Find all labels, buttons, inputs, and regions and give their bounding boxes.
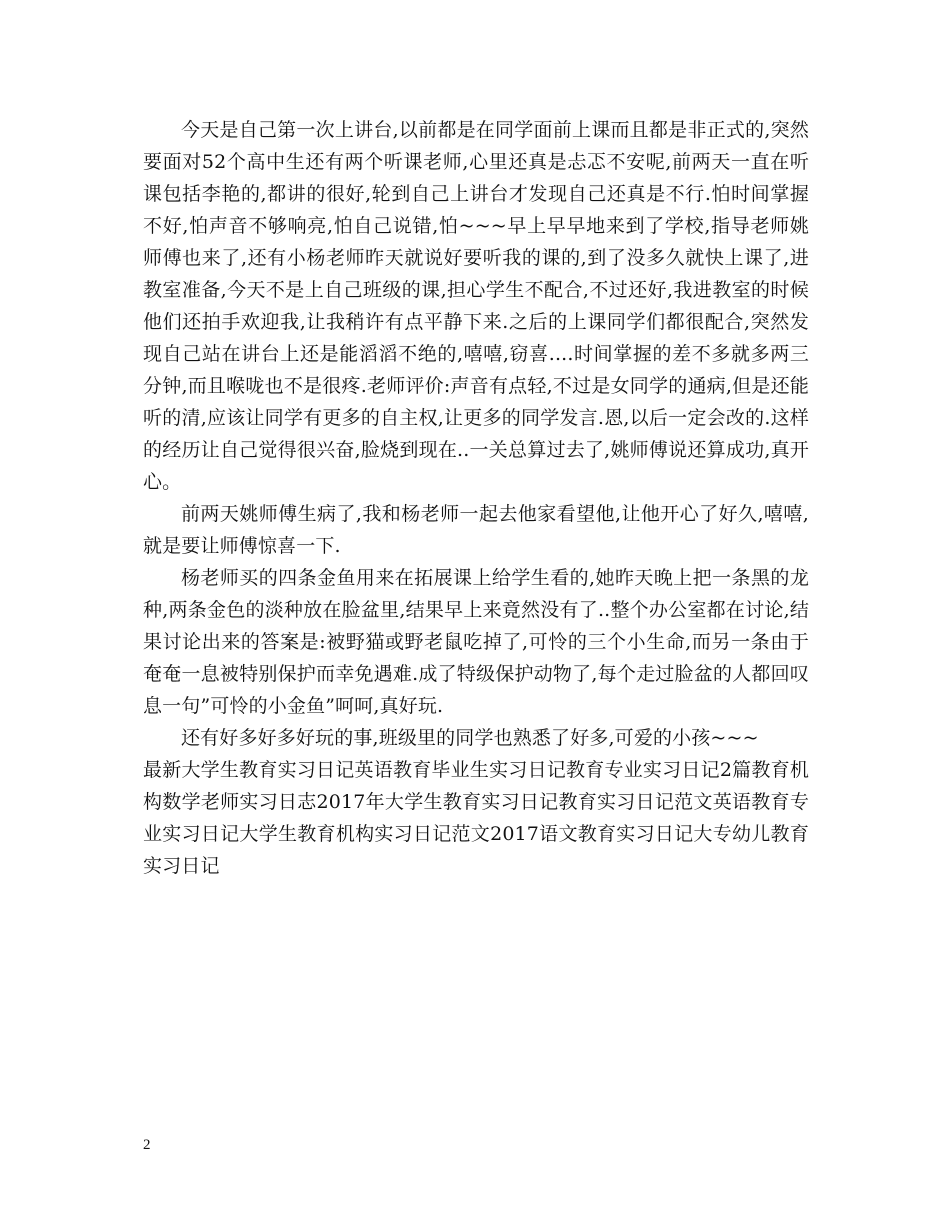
page-number: 2 bbox=[143, 1137, 151, 1153]
paragraph-first-lecture: 今天是自己第一次上讲台,以前都是在同学面前上课而且都是非正式的,突然要面对52个高中生还有两个听课老师,心里还真是忐忑不安呢,前两天一直在听课包括李艳的,都讲的很好,轮到自己上讲台才发现自己还真是不行.怕时间掌握不好,怕声音不够响亮,怕自己说错,怕~~~早上早早地来到了学校,指导老师姚师傅也来了,还有小杨老师昨天就说好要听我的课的,到了没多久就快上课了,进教室准备,今天不是上自己班级的课,担心学生不配合,不过还好,我进教室的时候他们还拍手欢迎我,让我稍许有点平静下来.之后的上课同学们都很配合,突然发现自己站在讲台上还是能滔滔不绝的,嘻嘻,窃喜....时间掌握的差不多就多两三分钟,而且喉咙也不是很疼.老师评价:声音有点轻,不过是女同学的通病,但是还能听的清,应该让同学有更多的自主权,让更多的同学发言.恩,以后一定会改的.这样的经历让自己觉得很兴奋,脸烧到现在..一关总算过去了,姚师傅说还算成功,真开心。 bbox=[143, 119, 809, 493]
paragraph-goldfish: 杨老师买的四条金鱼用来在拓展课上给学生看的,她昨天晚上把一条黑的龙种,两条金色的淡种放在脸盆里,结果早上来竟然没有了..整个办公室都在讨论,结果讨论出来的答案是:被野猫或野老鼠吃掉了,可怜的三个小生命,而另一条由于奄奄一息被特别保护而幸免遇难.成了特级保护动物了,每个走过脸盆的人都回叹息一句”可怜的小金鱼”呵呵,真好玩. bbox=[143, 567, 809, 717]
document-body bbox=[143, 114, 809, 882]
paragraph-teacher-visit: 前两天姚师傅生病了,我和杨老师一起去他家看望他,让他开心了好久,嘻嘻,就是要让师傅惊喜一下. bbox=[143, 503, 809, 557]
related-articles-text: 最新大学生教育实习日记英语教育毕业生实习日记教育专业实习日记2篇教育机构数学老师实习日志2017年大学生教育实习日记教育实习日记范文英语教育专业实习日记大学生教育机构实习日记范文2017语文教育实习日记大专幼儿教育实习日记 bbox=[143, 759, 809, 877]
paragraph-closing: 还有好多好多好玩的事,班级里的同学也熟悉了好多,可爱的小孩~~~ bbox=[181, 727, 759, 749]
